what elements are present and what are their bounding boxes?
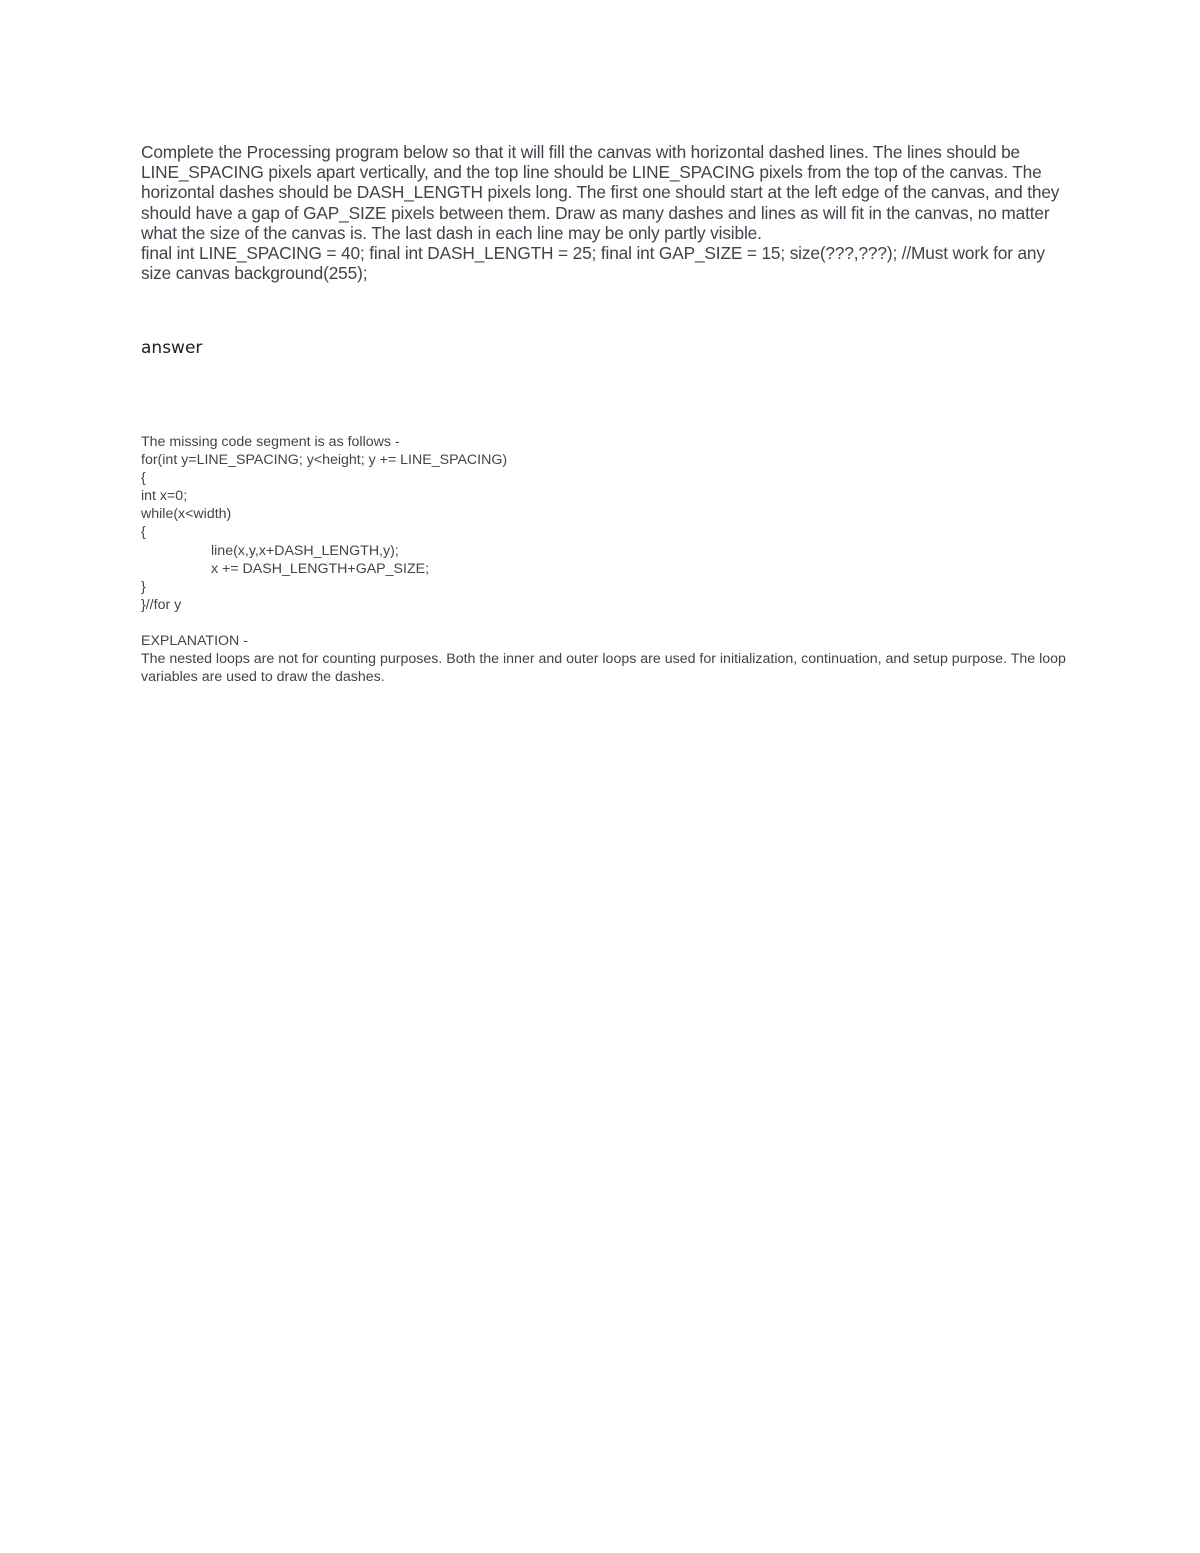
answer-heading: answer bbox=[141, 338, 203, 358]
explanation-body: The nested loops are not for counting purposes. Both the inner and outer loops are used for initialization, continuation, and setup purpose. The loop variables are used to draw the dashes. bbox=[141, 651, 1066, 686]
code-line: }//for y bbox=[141, 596, 182, 613]
explanation-section bbox=[141, 632, 1071, 686]
code-line: { bbox=[141, 470, 146, 487]
code-line: while(x<width) bbox=[141, 506, 232, 523]
question-code-line: final int LINE_SPACING = 40; final int DASH_LENGTH = 25; final int GAP_SIZE = 15; size(???,???); //Must work for any size canvas background(255); bbox=[141, 243, 1045, 284]
code-line: line(x,y,x+DASH_LENGTH,y); bbox=[211, 542, 399, 559]
answer-code-block bbox=[141, 433, 1071, 614]
answer-intro: The missing code segment is as follows - bbox=[141, 434, 400, 450]
question-text bbox=[141, 142, 1071, 283]
code-line: x += DASH_LENGTH+GAP_SIZE; bbox=[211, 560, 430, 577]
code-line: int x=0; bbox=[141, 488, 188, 505]
code-line: { bbox=[141, 524, 146, 541]
code-line: for(int y=LINE_SPACING; y<height; y += LINE_SPACING) bbox=[141, 452, 508, 469]
explanation-heading: EXPLANATION - bbox=[141, 633, 248, 649]
question-paragraph: Complete the Processing program below so that it will fill the canvas with horizontal dashed lines. The lines should be LINE_SPACING pixels apart vertically, and the top line should be LINE_SPACING pixels from the top of the canvas. The horizontal dashes should be DASH_LENGTH pixels long. The first one should start at the left edge of the canvas, and they should have a gap of GAP_SIZE pixels between them. Draw as many dashes and lines as will fit in the canvas, no matter what the size of the canvas is. The last dash in each line may be only partly visible. bbox=[141, 142, 1060, 243]
code-line: } bbox=[141, 578, 146, 595]
